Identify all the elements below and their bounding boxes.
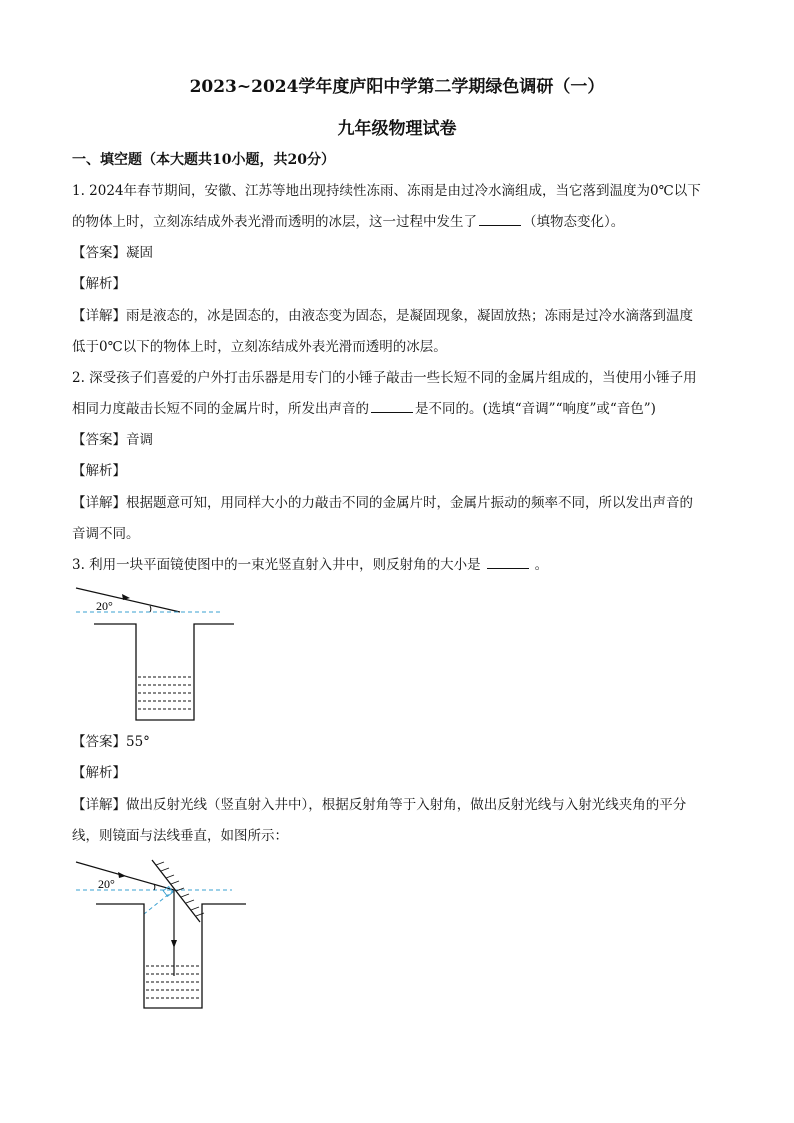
q1-text-a: 的物体上时，立刻冻结成外表光滑而透明的冰层，这一过程中发生了 (72, 214, 477, 230)
q1-detail1: 【详解】雨是液态的，冰是固态的，由液态变为固态，是凝固现象，凝固放热；冻雨是过冷水滴落到温度 (72, 308, 693, 324)
q3-answer-blank (487, 556, 529, 569)
q3-question-figure (70, 582, 240, 724)
q1-answer: 【答案】凝固 (72, 245, 153, 261)
incident-ray (76, 588, 180, 612)
q1-text-b: （填物态变化）。 (523, 214, 625, 230)
q2-analysis: 【解析】 (72, 463, 126, 479)
q2-text-a: 相同力度敲击长短不同的金属片时，所发出声音的 (72, 401, 369, 417)
angle-arc (154, 884, 155, 890)
normal-line (144, 890, 174, 914)
angle-label: 20° (96, 599, 113, 613)
ray-arrow-icon (118, 872, 126, 878)
angle-arc (150, 606, 151, 612)
mirror-hatching (156, 862, 204, 916)
q2-answer-blank (371, 400, 413, 413)
q1-detail2: 低于0℃以下的物体上时，立刻冻结成外表光滑而透明的冰层。 (72, 339, 447, 355)
q2-line1: 2. 深受孩子们喜爱的户外打击乐器是用专门的小锤子敲击一些长短不同的金属片组成的，当使用小锤子用 (72, 370, 697, 386)
q2-answer: 【答案】音调 (72, 432, 153, 448)
water-surface (138, 677, 192, 709)
q2-text-b: 是不同的。(选填“音调”“响度”或“音色”) (415, 401, 656, 417)
water-surface (146, 966, 200, 998)
q3-text-b: 。 (534, 557, 549, 573)
q2-detail1: 【详解】根据题意可知，用同样大小的力敲击不同的金属片时，金属片振动的频率不同，所以发出声音的 (72, 495, 693, 511)
q1-line1: 1. 2024年春节期间，安徽、江苏等地出现持续性冻雨、冻雨是由过冷水滴组成，当它落到温度为0℃以下 (72, 183, 701, 199)
q2-line2 (72, 399, 724, 419)
q3-line1 (72, 555, 724, 575)
q1-answer-blank (479, 213, 521, 226)
q3-text-a: 3. 利用一块平面镜使图中的一束光竖直射入井中，则反射角的大小是 (72, 557, 481, 573)
section-heading: 一、填空题（本大题共10小题，共20分） (72, 152, 335, 168)
ray-arrow-icon (122, 594, 130, 600)
q1-line2 (72, 212, 724, 232)
q3-solution-figure (70, 856, 260, 1012)
q2-detail2: 音调不同。 (72, 526, 140, 542)
well-outline (96, 904, 246, 1008)
exam-title: 2023~2024学年度庐阳中学第二学期绿色调研（一） (189, 77, 605, 97)
q1-analysis: 【解析】 (72, 276, 126, 292)
q3-detail2: 线，则镜面与法线垂直，如图所示： (72, 828, 288, 844)
q3-detail1: 【详解】做出反射光线（竖直射入井中），根据反射角等于入射角，做出反射光线与入射光线夹角的平分 (72, 797, 687, 813)
exam-subtitle: 九年级物理试卷 (337, 119, 457, 139)
q3-answer: 【答案】55° (72, 734, 150, 750)
well-outline (94, 624, 234, 720)
ray-arrow-down-icon (171, 940, 177, 948)
q3-analysis: 【解析】 (72, 765, 126, 781)
angle-label: 20° (98, 877, 115, 891)
